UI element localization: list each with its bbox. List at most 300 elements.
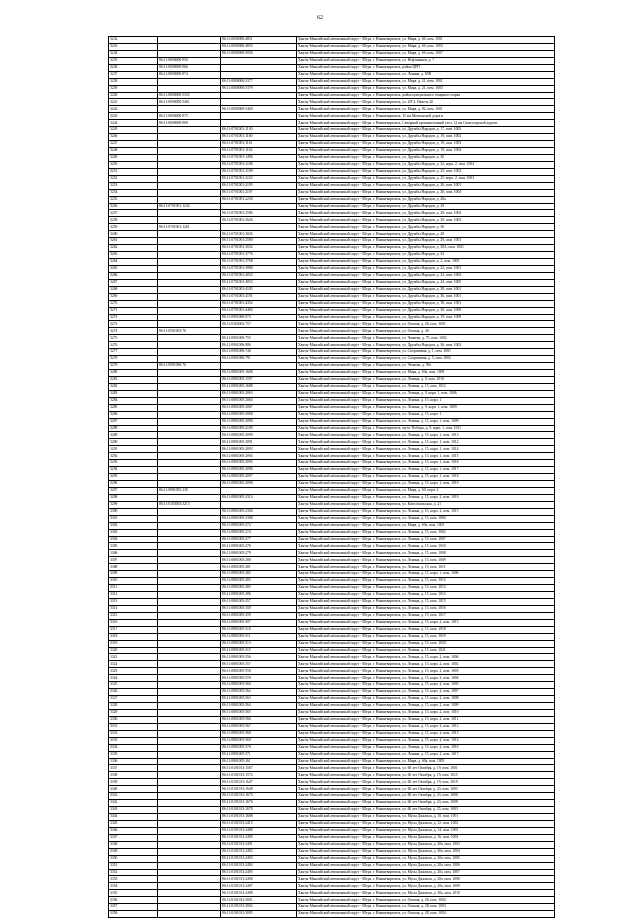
land-cadastral-cell [158,772,221,779]
address-cell: Ханты-Мансийский автономный округ - Югра, г. Нижневартовск, ул. Ленина, д. 15, корп. 1, пом. 1009 [297,418,555,425]
row-number-cell: 3264 [109,259,158,266]
table-row [109,460,555,467]
address-cell: Ханты-Мансийский автономный округ - Югра, г. Нижневартовск, 15 км Мегионской дороги [297,113,555,120]
table-row [109,390,555,397]
row-number-cell: 3256 [109,203,158,210]
address-cell: Ханты-Мансийский автономный округ - Югра, г. Нижневартовск, ул. Дружбы Народов, д. 38, пом. 1001 [297,286,555,293]
row-number-cell: 3333 [109,737,158,744]
object-cadastral-cell: 86:11:0801005:2100 [221,425,297,432]
table-row [109,841,555,848]
address-cell: Ханты-Мансийский автономный округ - Югра, г. Нижневартовск, ул. Мусы Джалиля, д. 20а, пом. 1003 [297,841,555,848]
object-cadastral-cell: 86:11:0801005:2067 [221,404,297,411]
table-row [109,598,555,605]
address-cell: Ханты-Мансийский автономный округ - Югра, г. Нижневартовск, ул. 2П-2, Панель 20 [297,99,555,106]
object-cadastral-cell: 86:11:0101013:2492 [221,848,297,855]
land-cadastral-cell [158,161,221,168]
table-row [109,363,555,370]
land-cadastral-cell [158,154,221,161]
land-cadastral-cell: 86:11:0801005:230 [158,487,221,494]
row-number-cell: 3233 [109,43,158,50]
address-cell: Ханты-Мансийский автономный округ - Югра, г. Нижневартовск, ул. Ленина, д. 9, пом. 1010 [297,376,555,383]
row-number-cell: 3355 [109,890,158,897]
address-cell: Ханты-Мансийский автономный округ - Югра, г. Нижневартовск, ул. Спортивная, д. 5, пом. 1002 [297,356,555,363]
address-cell: Ханты-Мансийский автономный округ - Югра, г. Нижневартовск, ул. Ленина, д. 15, корп. 1, пом. 1016 [297,460,555,467]
object-cadastral-cell: 86:11:0801005:282 [221,571,297,578]
object-cadastral-cell: 86:11:0801005:2306 [221,508,297,515]
land-cadastral-cell [158,564,221,571]
table-row [109,224,555,231]
land-cadastral-cell: 86:11:0103003:3213 [158,501,221,508]
object-cadastral-cell: 86:11:0801005:274 [221,529,297,536]
address-cell: Ханты-Мансийский автономный округ - Югра, г. Нижневартовск, ул. Ленина, д. 15, пом. 1011 [297,564,555,571]
address-cell: Ханты-Мансийский автономный округ - Югра, г. Нижневартовск, ул. Дружбы Народов, д. 19, пом. 1004 [297,148,555,155]
row-number-cell: 3236 [109,64,158,71]
object-cadastral-cell [221,203,297,210]
table-row [109,425,555,432]
object-cadastral-cell [221,71,297,78]
row-number-cell: 3306 [109,550,158,557]
table-row [109,890,555,897]
address-cell: Ханты-Мансийский автономный округ - Югра, г. Нижневартовск, ул. Омская, д. 28, пом. 1004 [297,911,555,918]
address-cell: Ханты-Мансийский автономный округ - Югра, г. Нижневартовск, ул. Мусы Джалиля, д. 20а, пом. 1010 [297,890,555,897]
table-row [109,779,555,786]
land-cadastral-cell [158,543,221,550]
land-cadastral-cell [158,349,221,356]
object-cadastral-cell: 86:11:0801005:568 [221,730,297,737]
table-row [109,127,555,134]
address-cell: Ханты-Мансийский автономный округ - Югра, г. Нижневартовск, ул. Ленина, д. 15, пом. 1016 [297,605,555,612]
land-cadastral-cell: 86:11:0701001:1261 [158,224,221,231]
land-cadastral-cell [158,494,221,501]
row-number-cell: 3356 [109,897,158,904]
land-cadastral-cell [158,141,221,148]
address-cell: Ханты-Мансийский автономный округ - Югра, г. Нижневартовск, ул. Ленина, д. 15, корп. 2, пом. 1010 [297,709,555,716]
address-cell: Ханты-Мансийский автономный округ - Югра, г. Нижневартовск, ул. Ленина, д. 15, пом. 1017 [297,612,555,619]
row-number-cell: 3270 [109,300,158,307]
object-cadastral-cell: 86:11:0801005:2314 [221,494,297,501]
land-cadastral-cell [158,474,221,481]
row-number-cell: 3234 [109,50,158,57]
row-number-cell: 3323 [109,668,158,675]
address-cell: Ханты-Мансийский автономный округ - Югра, г. Нижневартовск, ул. Дружбы Народов, д. 36, пом. 1001 [297,293,555,300]
row-number-cell: 3304 [109,536,158,543]
table-row [109,376,555,383]
object-cadastral-cell: 86:11:0701001:4185 [221,286,297,293]
register-table-container [108,36,546,918]
land-cadastral-cell: 86:11:0000000:5335 [158,92,221,99]
table-row [109,592,555,599]
object-cadastral-cell: 86:11:0801005:357 [221,598,297,605]
object-cadastral-cell: 86:11:0101013:1648 [221,786,297,793]
table-row [109,765,555,772]
row-number-cell: 3262 [109,245,158,252]
table-row [109,57,555,64]
table-row [109,106,555,113]
address-cell: Ханты-Мансийский автономный округ - Югра, г. Нижневартовск, ул. Мусы Джалиля, д. 20а, пом. 1004 [297,848,555,855]
row-number-cell: 3265 [109,265,158,272]
land-cadastral-cell [158,182,221,189]
row-number-cell: 3248 [109,148,158,155]
address-cell: Ханты-Мансийский автономный округ - Югра, г. Нижневартовск, ул. Ленина, д. 15, пом. 1019 [297,633,555,640]
address-cell: Ханты-Мансийский автономный округ - Югра, г. Нижневартовск, ул. Ленина, д. 9, корп. 1, пом. 1009 [297,404,555,411]
row-number-cell: 3327 [109,696,158,703]
land-cadastral-cell [158,508,221,515]
address-cell: Ханты-Мансийский автономный округ - Югра, г. Нижневартовск, ул. Ленина, д. 15, корп. 2, пом. 1002 [297,661,555,668]
object-cadastral-cell: 86:11:0801005:559 [221,675,297,682]
object-cadastral-cell: 86:11:0801005:307 [221,619,297,626]
object-cadastral-cell: 86:11:0801005:315 [221,647,297,654]
object-cadastral-cell: 86:11:0701001:4352 [221,300,297,307]
table-row [109,515,555,522]
object-cadastral-cell: 86:11:0801005:277 [221,536,297,543]
row-number-cell: 3335 [109,751,158,758]
address-cell: Ханты-Мансийский автономный округ - Югра, г. Нижневартовск, ул. Ленина, д. 15, пом. 1021 [297,647,555,654]
land-cadastral-cell [158,709,221,716]
table-row [109,848,555,855]
land-cadastral-cell [158,834,221,841]
object-cadastral-cell: 86:11:0801005:261 [221,758,297,765]
table-row [109,522,555,529]
object-cadastral-cell: 86:11:0801005:2095 [221,460,297,467]
table-row [109,716,555,723]
row-number-cell: 3338 [109,772,158,779]
row-number-cell: 3266 [109,272,158,279]
row-number-cell: 3353 [109,876,158,883]
object-cadastral-cell: 86:11:0101013:1647 [221,779,297,786]
row-number-cell: 3252 [109,175,158,182]
object-cadastral-cell: 86:11:0801005:2068 [221,411,297,418]
land-cadastral-cell [158,411,221,418]
table-row [109,897,555,904]
land-cadastral-cell [158,598,221,605]
address-cell: Ханты-Мансийский автономный округ - Югра, г. Нижневартовск, ул. 60 лет Октября, д. 19, пом. 1015 [297,772,555,779]
address-cell: Ханты-Мансийский автономный округ - Югра, г. Нижневартовск, ул. Ленина, д. 65В [297,71,555,78]
object-cadastral-cell: 86:11:0701001:2110 [221,175,297,182]
address-cell: Ханты-Мансийский автономный округ - Югра, г. Нижневартовск, ул. Спортивная, д. 1, пом. 1001 [297,349,555,356]
row-number-cell: 3331 [109,723,158,730]
row-number-cell: 3280 [109,370,158,377]
address-cell: Ханты-Мансийский автономный округ - Югра, г. Нижневартовск, Северный промышленный узел, 12 км Самотлорской дороги [297,120,555,127]
land-cadastral-cell [158,425,221,432]
row-number-cell: 3235 [109,57,158,64]
land-cadastral-cell: 86:11:0000000:969 [158,120,221,127]
land-cadastral-cell [158,231,221,238]
table-row [109,585,555,592]
land-cadastral-cell [158,418,221,425]
address-cell: Ханты-Мансийский автономный округ - Югра, г. Нижневартовск, ул. Омская, д. 28, пом. 1003 [297,904,555,911]
object-cadastral-cell: 86:11:0801005:569 [221,737,297,744]
address-cell: Ханты-Мансийский автономный округ - Югра, г. Нижневартовск, ул. Дружбы Народов, д. 26а [297,196,555,203]
table-row [109,640,555,647]
table-row [109,432,555,439]
land-cadastral-cell [158,446,221,453]
object-cadastral-cell: 86:11:0701001:1161 [221,141,297,148]
table-row [109,467,555,474]
land-cadastral-cell [158,238,221,245]
land-cadastral-cell [158,217,221,224]
land-cadastral-cell [158,335,221,342]
land-cadastral-cell [158,786,221,793]
address-cell: Ханты-Мансийский автономный округ - Югра, г. Нижневартовск, ул. Ленина, д. 15, корп. 2, пом. 1009 [297,703,555,710]
table-row [109,307,555,314]
address-cell: Ханты-Мансийский автономный округ - Югра, г. Нижневартовск, ул. Дружбы Народов, д. 29, пом. 1002 [297,210,555,217]
object-cadastral-cell: 86:11:0101013:2415 [221,820,297,827]
address-cell: Ханты-Мансийский автономный округ - Югра, г. Нижневартовск, ул. Ленина, д. 15, пом. 1004 [297,515,555,522]
row-number-cell: 3245 [109,127,158,134]
land-cadastral-cell [158,536,221,543]
address-cell: Ханты-Мансийский автономный округ - Югра, г. Нижневартовск, ул. Комсомольская, д. 21 [297,501,555,508]
row-number-cell: 3348 [109,841,158,848]
address-cell: Ханты-Мансийский автономный округ - Югра, г. Нижневартовск, ул. Мусы Джалиля, д. 10, пом. 1001 [297,814,555,821]
row-number-cell: 3263 [109,252,158,259]
land-cadastral-cell [158,585,221,592]
object-cadastral-cell: 86:11:0701001:2195 [221,182,297,189]
address-cell: Ханты-Мансийский автономный округ - Югра, г. Нижневартовск, ул. Мира, д. 60а, пом. 1003 [297,758,555,765]
land-cadastral-cell [158,37,221,44]
object-cadastral-cell [221,363,297,370]
table-row [109,293,555,300]
address-cell: Ханты-Мансийский автономный округ - Югра, г. Нижневартовск, ул. Омская, д. 28, пом. 1001 [297,321,555,328]
address-cell: Ханты-Мансийский автономный округ - Югра, г. Нижневартовск, ул. Дружбы Народов, д. 29 [297,203,555,210]
address-cell: Ханты-Мансийский автономный округ - Югра, г. Нижневартовск, ул. Дружбы Народов, д. 22, пом. 1001 [297,265,555,272]
table-row [109,508,555,515]
row-number-cell: 3301 [109,515,158,522]
table-row [109,626,555,633]
table-row [109,120,555,127]
table-row [109,647,555,654]
address-cell: Ханты-Мансийский автономный округ - Югра, г. Нижневартовск, ул. Ленина, д. 15, пом. 1012 [297,383,555,390]
land-cadastral-cell: 86:11:0000000:5461 [158,99,221,106]
land-cadastral-cell [158,571,221,578]
table-row [109,154,555,161]
row-number-cell: 3340 [109,786,158,793]
row-number-cell: 3259 [109,224,158,231]
object-cadastral-cell: 86:11:0801005:2096 [221,467,297,474]
table-row [109,612,555,619]
land-cadastral-cell [158,127,221,134]
land-cadastral-cell [158,605,221,612]
object-cadastral-cell: 86:11:0801005:1597 [221,376,297,383]
row-number-cell: 3244 [109,120,158,127]
land-cadastral-cell [158,467,221,474]
table-row [109,99,555,106]
table-row [109,50,555,57]
object-cadastral-cell: 86:11:0801005:313 [221,640,297,647]
page-number: 62 [317,15,323,21]
land-cadastral-cell [158,85,221,92]
table-row [109,259,555,266]
object-cadastral-cell: 86:11:0801005:272 [221,522,297,529]
address-cell: Ханты-Мансийский автономный округ - Югра, г. Нижневартовск, ул. Омская, д. 28, пом. 1002 [297,897,555,904]
land-cadastral-cell: 86:11:0000000:975 [158,113,221,120]
row-number-cell: 3321 [109,654,158,661]
address-cell: Ханты-Мансийский автономный округ - Югра, г. Нижневартовск, ул. Мира, д. 60а, пом. 1009 [297,370,555,377]
row-number-cell: 3345 [109,820,158,827]
land-cadastral-cell [158,696,221,703]
land-cadastral-cell: 86:11:0000000:966 [158,64,221,71]
land-cadastral-cell [158,50,221,57]
row-number-cell: 3260 [109,231,158,238]
object-cadastral-cell: 86:11:0101013:2496 [221,876,297,883]
row-number-cell: 3293 [109,460,158,467]
address-cell: Ханты-Мансийский автономный округ - Югра, г. Нижневартовск, ул. Ленина, д. 15, корп. 2, пом. 1004 [297,675,555,682]
table-row [109,543,555,550]
address-cell: Ханты-Мансийский автономный округ - Югра, г. Нижневартовск, ул. Ленина, д. 15, корп. 1 [297,397,555,404]
object-cadastral-cell: 86:11:0801005:557 [221,661,297,668]
address-cell: Ханты-Мансийский автономный округ - Югра, г. Нижневартовск, ул. Ленина, д. 15, корп. 2, пом. 1011 [297,716,555,723]
register-table [108,36,555,918]
land-cadastral-cell: 86:11:0901006:76 [158,363,221,370]
land-cadastral-cell [158,855,221,862]
object-cadastral-cell: 86:11:0701001:4484 [221,307,297,314]
table-row [109,64,555,71]
table-row [109,723,555,730]
object-cadastral-cell: 86:11:0101013:1567 [221,765,297,772]
address-cell: Ханты-Мансийский автономный округ - Югра, г. Нижневартовск, ул. Ленина, д. 9, корп. 1, пом. 1006 [297,390,555,397]
table-row [109,494,555,501]
address-cell: Ханты-Мансийский автономный округ - Югра, г. Нижневартовск, ул. Ленина, д. 15, корп. 1, пом. 1019 [297,481,555,488]
table-row [109,418,555,425]
object-cadastral-cell: 86:11:0801005:2099 [221,432,297,439]
table-row [109,453,555,460]
row-number-cell: 3358 [109,911,158,918]
object-cadastral-cell: 86:11:0101013:3001 [221,897,297,904]
row-number-cell: 3310 [109,578,158,585]
object-cadastral-cell: 86:11:0801005:558 [221,668,297,675]
object-cadastral-cell: 86:11:0801005:560 [221,682,297,689]
land-cadastral-cell [158,848,221,855]
row-number-cell: 3292 [109,453,158,460]
table-row [109,113,555,120]
row-number-cell: 3311 [109,585,158,592]
row-number-cell: 3287 [109,418,158,425]
address-cell: Ханты-Мансийский автономный округ - Югра, г. Нижневартовск, ул. Ленина, д. 15, корп. 2, пом. 1006 [297,654,555,661]
address-cell: Ханты-Мансийский автономный округ - Югра, г. Нижневартовск, ул. Ленина, д. 15, пом. 1015 [297,598,555,605]
address-cell: Ханты-Мансийский автономный округ - Югра, г. Нижневартовск, ул. Ленина, д. 15, пом. 1009 [297,557,555,564]
land-cadastral-cell [158,869,221,876]
address-cell: Ханты-Мансийский автономный округ - Югра, г. Нижневартовск, ул. Дружбы Народов, д. 29, пом. 1003 [297,217,555,224]
object-cadastral-cell: 86:11:0801005:279 [221,550,297,557]
land-cadastral-cell [158,376,221,383]
table-row [109,772,555,779]
object-cadastral-cell: 86:11:0801005:1608 [221,370,297,377]
table-row [109,862,555,869]
table-row [109,238,555,245]
table-row [109,141,555,148]
object-cadastral-cell: 86:11:0801005:1688 [221,383,297,390]
table-row [109,550,555,557]
object-cadastral-cell: 86:11:0801005:565 [221,709,297,716]
address-cell: Ханты-Мансийский автономный округ - Югра, г. Нижневартовск, ул. Мусы Джалиля, д. 20а, пом. 1006 [297,862,555,869]
object-cadastral-cell: 86:11:0101013:2497 [221,883,297,890]
row-number-cell: 3272 [109,314,158,321]
address-cell: Ханты-Мансийский автономный округ - Югра, г. Нижневартовск, ул. Ленина, д. 15, корп. 2, пом. 1015 [297,508,555,515]
object-cadastral-cell [221,64,297,71]
address-cell: Ханты-Мансийский автономный округ - Югра, г. Нижневартовск, ул. Мусы Джалиля, д. 20а, пом. 1005 [297,855,555,862]
land-cadastral-cell [158,557,221,564]
address-cell: Ханты-Мансийский автономный округ - Югра, г. Нижневартовск, ул. Дружбы Народов, д. 19, пом. 1009 [297,314,555,321]
table-row [109,134,555,141]
address-cell: Ханты-Мансийский автономный округ - Югра, г. Нижневартовск, ул. Ленина, д. 15, корп. 1, пом. 1014 [297,446,555,453]
land-cadastral-cell [158,841,221,848]
address-cell: Ханты-Мансийский автономный округ - Югра, г. Нижневартовск, ул. Дружбы Народов, д. 20 [297,154,555,161]
object-cadastral-cell: 86:11:0901006:791 [221,356,297,363]
object-cadastral-cell: 86:11:0801005:283 [221,578,297,585]
object-cadastral-cell: 86:11:0801005:2080 [221,418,297,425]
table-row [109,536,555,543]
land-cadastral-cell [158,758,221,765]
land-cadastral-cell [158,612,221,619]
address-cell: Ханты-Мансийский автономный округ - Югра, г. Нижневартовск, ул. Дружбы Народов, д. 29, пом. 1001 [297,238,555,245]
object-cadastral-cell [221,224,297,231]
address-cell: Ханты-Мансийский автономный округ - Югра, г. Нижневартовск, район ЦРП [297,64,555,71]
land-cadastral-cell [158,453,221,460]
land-cadastral-cell [158,432,221,439]
table-row [109,161,555,168]
land-cadastral-cell [158,619,221,626]
land-cadastral-cell [158,820,221,827]
address-cell: Ханты-Мансийский автономный округ - Югра, г. Нижневартовск, ул. Ленина, д. 15, пом. 1014 [297,592,555,599]
row-number-cell: 3317 [109,626,158,633]
address-cell: Ханты-Мансийский автономный округ - Югра, г. Нижневартовск, ул. Дружбы Народов, д. 19, пом. 1003 [297,141,555,148]
object-cadastral-cell: 86:11:0801005:310 [221,626,297,633]
address-cell: Ханты-Мансийский автономный округ - Югра, г. Нижневартовск, ул. Ленина, д. 15, пом. 1007 [297,536,555,543]
row-number-cell: 3251 [109,168,158,175]
land-cadastral-cell [158,654,221,661]
land-cadastral-cell [158,647,221,654]
address-cell: Ханты-Мансийский автономный округ - Югра, г. Нижневартовск, ул. Мира, д. 60а, пом. 1001 [297,522,555,529]
table-row [109,689,555,696]
table-row [109,807,555,814]
table-row [109,92,555,99]
row-number-cell: 3326 [109,689,158,696]
object-cadastral-cell: 86:11:0801005:2093 [221,446,297,453]
address-cell: Ханты-Мансийский автономный округ - Югра, г. Нижневартовск, ул. Дружбы Народов, д. 18, пом. 1001 [297,300,555,307]
row-number-cell: 3247 [109,141,158,148]
land-cadastral-cell [158,307,221,314]
object-cadastral-cell: 86:11:0801005:2064 [221,397,297,404]
land-cadastral-cell [158,439,221,446]
table-row [109,182,555,189]
object-cadastral-cell: 86:11:0801005:2097 [221,474,297,481]
land-cadastral-cell [158,300,221,307]
table-row [109,203,555,210]
address-cell: Ханты-Мансийский автономный округ - Югра, г. Нижневартовск, ул. Мусы Джалиля, д. 14, пом. 1003 [297,827,555,834]
address-cell: Ханты-Мансийский автономный округ - Югра, г. Нижневартовск, ул. Дружбы Народов, д. 2, пом. 1005 [297,259,555,266]
address-cell: Ханты-Мансийский автономный округ - Югра, г. Нижневартовск, ул. Дружбы Народов, д. 20, пом. 1009 [297,307,555,314]
address-cell: Ханты-Мансийский автономный округ - Югра, г. Нижневартовск, ул. Ленина, д. 15, пом. 1020 [297,640,555,647]
land-cadastral-cell [158,529,221,536]
table-row [109,189,555,196]
row-number-cell: 3315 [109,612,158,619]
address-cell: Ханты-Мансийский автономный округ - Югра, г. Нижневартовск, ул. Ленина, д. 15, корп. 2, пом. 1016 [297,744,555,751]
land-cadastral-cell [158,737,221,744]
land-cadastral-cell [158,779,221,786]
address-cell: Ханты-Мансийский автономный округ - Югра, г. Нижневартовск, ул. Ленина, д. 15, корп. 2, пом. 1017 [297,751,555,758]
table-row [109,356,555,363]
land-cadastral-cell [158,883,221,890]
table-row [109,175,555,182]
address-cell: Ханты-Мансийский автономный округ - Югра, г. Нижневартовск, ул. 60 лет Октября, д. 19, пом. 1019 [297,779,555,786]
land-cadastral-cell [158,390,221,397]
address-cell: Ханты-Мансийский автономный округ - Югра, г. Нижневартовск, ул. Дружбы Народов, д. 32 [297,252,555,259]
row-number-cell: 3300 [109,508,158,515]
table-row [109,675,555,682]
address-cell: Ханты-Мансийский автономный округ - Югра, г. Нижневартовск, ул. Мусы Джалиля, д. 20а, пом. 1007 [297,869,555,876]
row-number-cell: 3241 [109,99,158,106]
object-cadastral-cell: 86:11:0701001:3032 [221,245,297,252]
row-number-cell: 3267 [109,279,158,286]
